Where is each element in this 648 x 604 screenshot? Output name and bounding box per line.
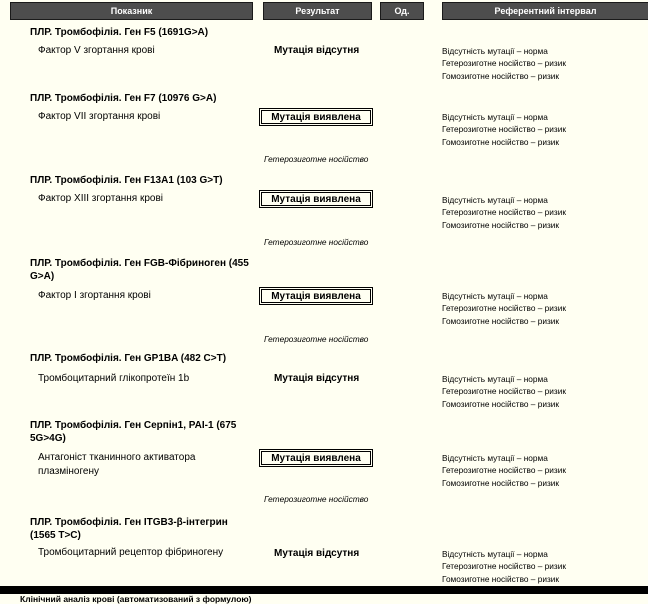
result-value: Мутація виявлена [259,108,373,126]
reference-line: Гомозиготне носійство – ризик [442,136,560,147]
result-value: Мутація відсутня [274,373,360,384]
reference-line: Гомозиготне носійство – ризик [442,573,560,584]
reference-interval [442,194,566,231]
reference-line: Відсутність мутації – норма [442,291,548,301]
reference-line: Гетерозиготне носійство – ризик [442,124,566,135]
result-value: Мутація відсутня [274,548,360,559]
header-result: Результат [263,2,372,20]
next-section-title: Клінічний аналіз крові (автоматизований з формулою) [20,594,252,604]
reference-line: Гомозиготне носійство – ризик [442,219,560,230]
factor-name: Антагоніст тканинного активатора плазміногену [38,452,196,477]
result-value: Мутація виявлена [259,287,373,305]
factor-name: Фактор VII згортання крові [38,111,161,122]
factor-name: Тромбоцитарний глікопротеїн 1b [38,373,190,384]
reference-line: Гетерозиготне носійство – ризик [442,58,566,69]
section-title: ПЛР. Тромбофілія. Ген Серпін1, PAI-1 (675 5G>4G) [30,420,237,444]
section-title: ПЛР. Тромбофілія. Ген FGB-Фібриноген (455 G>A) [30,258,249,282]
carrier-note: Гетерозиготне носійство [264,494,369,504]
factor-name: Фактор I згортання крові [38,290,151,301]
reference-line: Гетерозиготне носійство – ризик [442,465,566,476]
header-indicator: Показник [10,2,253,20]
section-title: ПЛР. Тромбофілія. Ген ITGB3-β-інтегрин (1565 T>C) [30,517,228,541]
reference-line: Відсутність мутації – норма [442,195,548,205]
carrier-note: Гетерозиготне носійство [264,237,369,247]
reference-interval [442,45,566,82]
reference-line: Гомозиготне носійство – ризик [442,315,560,326]
reference-line: Відсутність мутації – норма [442,549,548,559]
reference-line: Гомозиготне носійство – ризик [442,70,560,81]
reference-line: Відсутність мутації – норма [442,112,548,122]
factor-name: Фактор V згортання крові [38,45,155,56]
reference-line: Гомозиготне носійство – ризик [442,477,560,488]
reference-line: Відсутність мутації – норма [442,374,548,384]
result-value: Мутація відсутня [274,45,360,56]
reference-interval [442,373,566,410]
section-title: ПЛР. Тромбофілія. Ген F13A1 (103 G>T) [30,175,223,186]
reference-line: Гетерозиготне носійство – ризик [442,207,566,218]
reference-interval [442,548,566,585]
carrier-note: Гетерозиготне носійство [264,154,369,164]
section-title: ПЛР. Тромбофілія. Ген GP1BA (482 C>T) [30,353,227,364]
reference-interval [442,290,566,327]
reference-line: Гомозиготне носійство – ризик [442,398,560,409]
carrier-note: Гетерозиготне носійство [264,334,369,344]
reference-interval [442,452,566,489]
reference-interval [442,111,566,148]
reference-line: Гетерозиготне носійство – ризик [442,386,566,397]
section-divider [0,586,648,594]
section-title: ПЛР. Тромбофілія. Ген F7 (10976 G>A) [30,93,217,104]
header-reference: Референтний інтервал [442,2,648,20]
reference-line: Гетерозиготне носійство – ризик [442,303,566,314]
reference-line: Відсутність мутації – норма [442,453,548,463]
header-unit: Од. [380,2,424,20]
factor-name: Фактор XIII згортання крові [38,193,164,204]
section-title: ПЛР. Тромбофілія. Ген F5 (1691G>A) [30,27,209,38]
reference-line: Гетерозиготне носійство – ризик [442,561,566,572]
reference-line: Відсутність мутації – норма [442,46,548,56]
result-value: Мутація виявлена [259,449,373,467]
factor-name: Тромбоцитарний рецептор фібриногену [38,547,224,558]
result-value: Мутація виявлена [259,190,373,208]
